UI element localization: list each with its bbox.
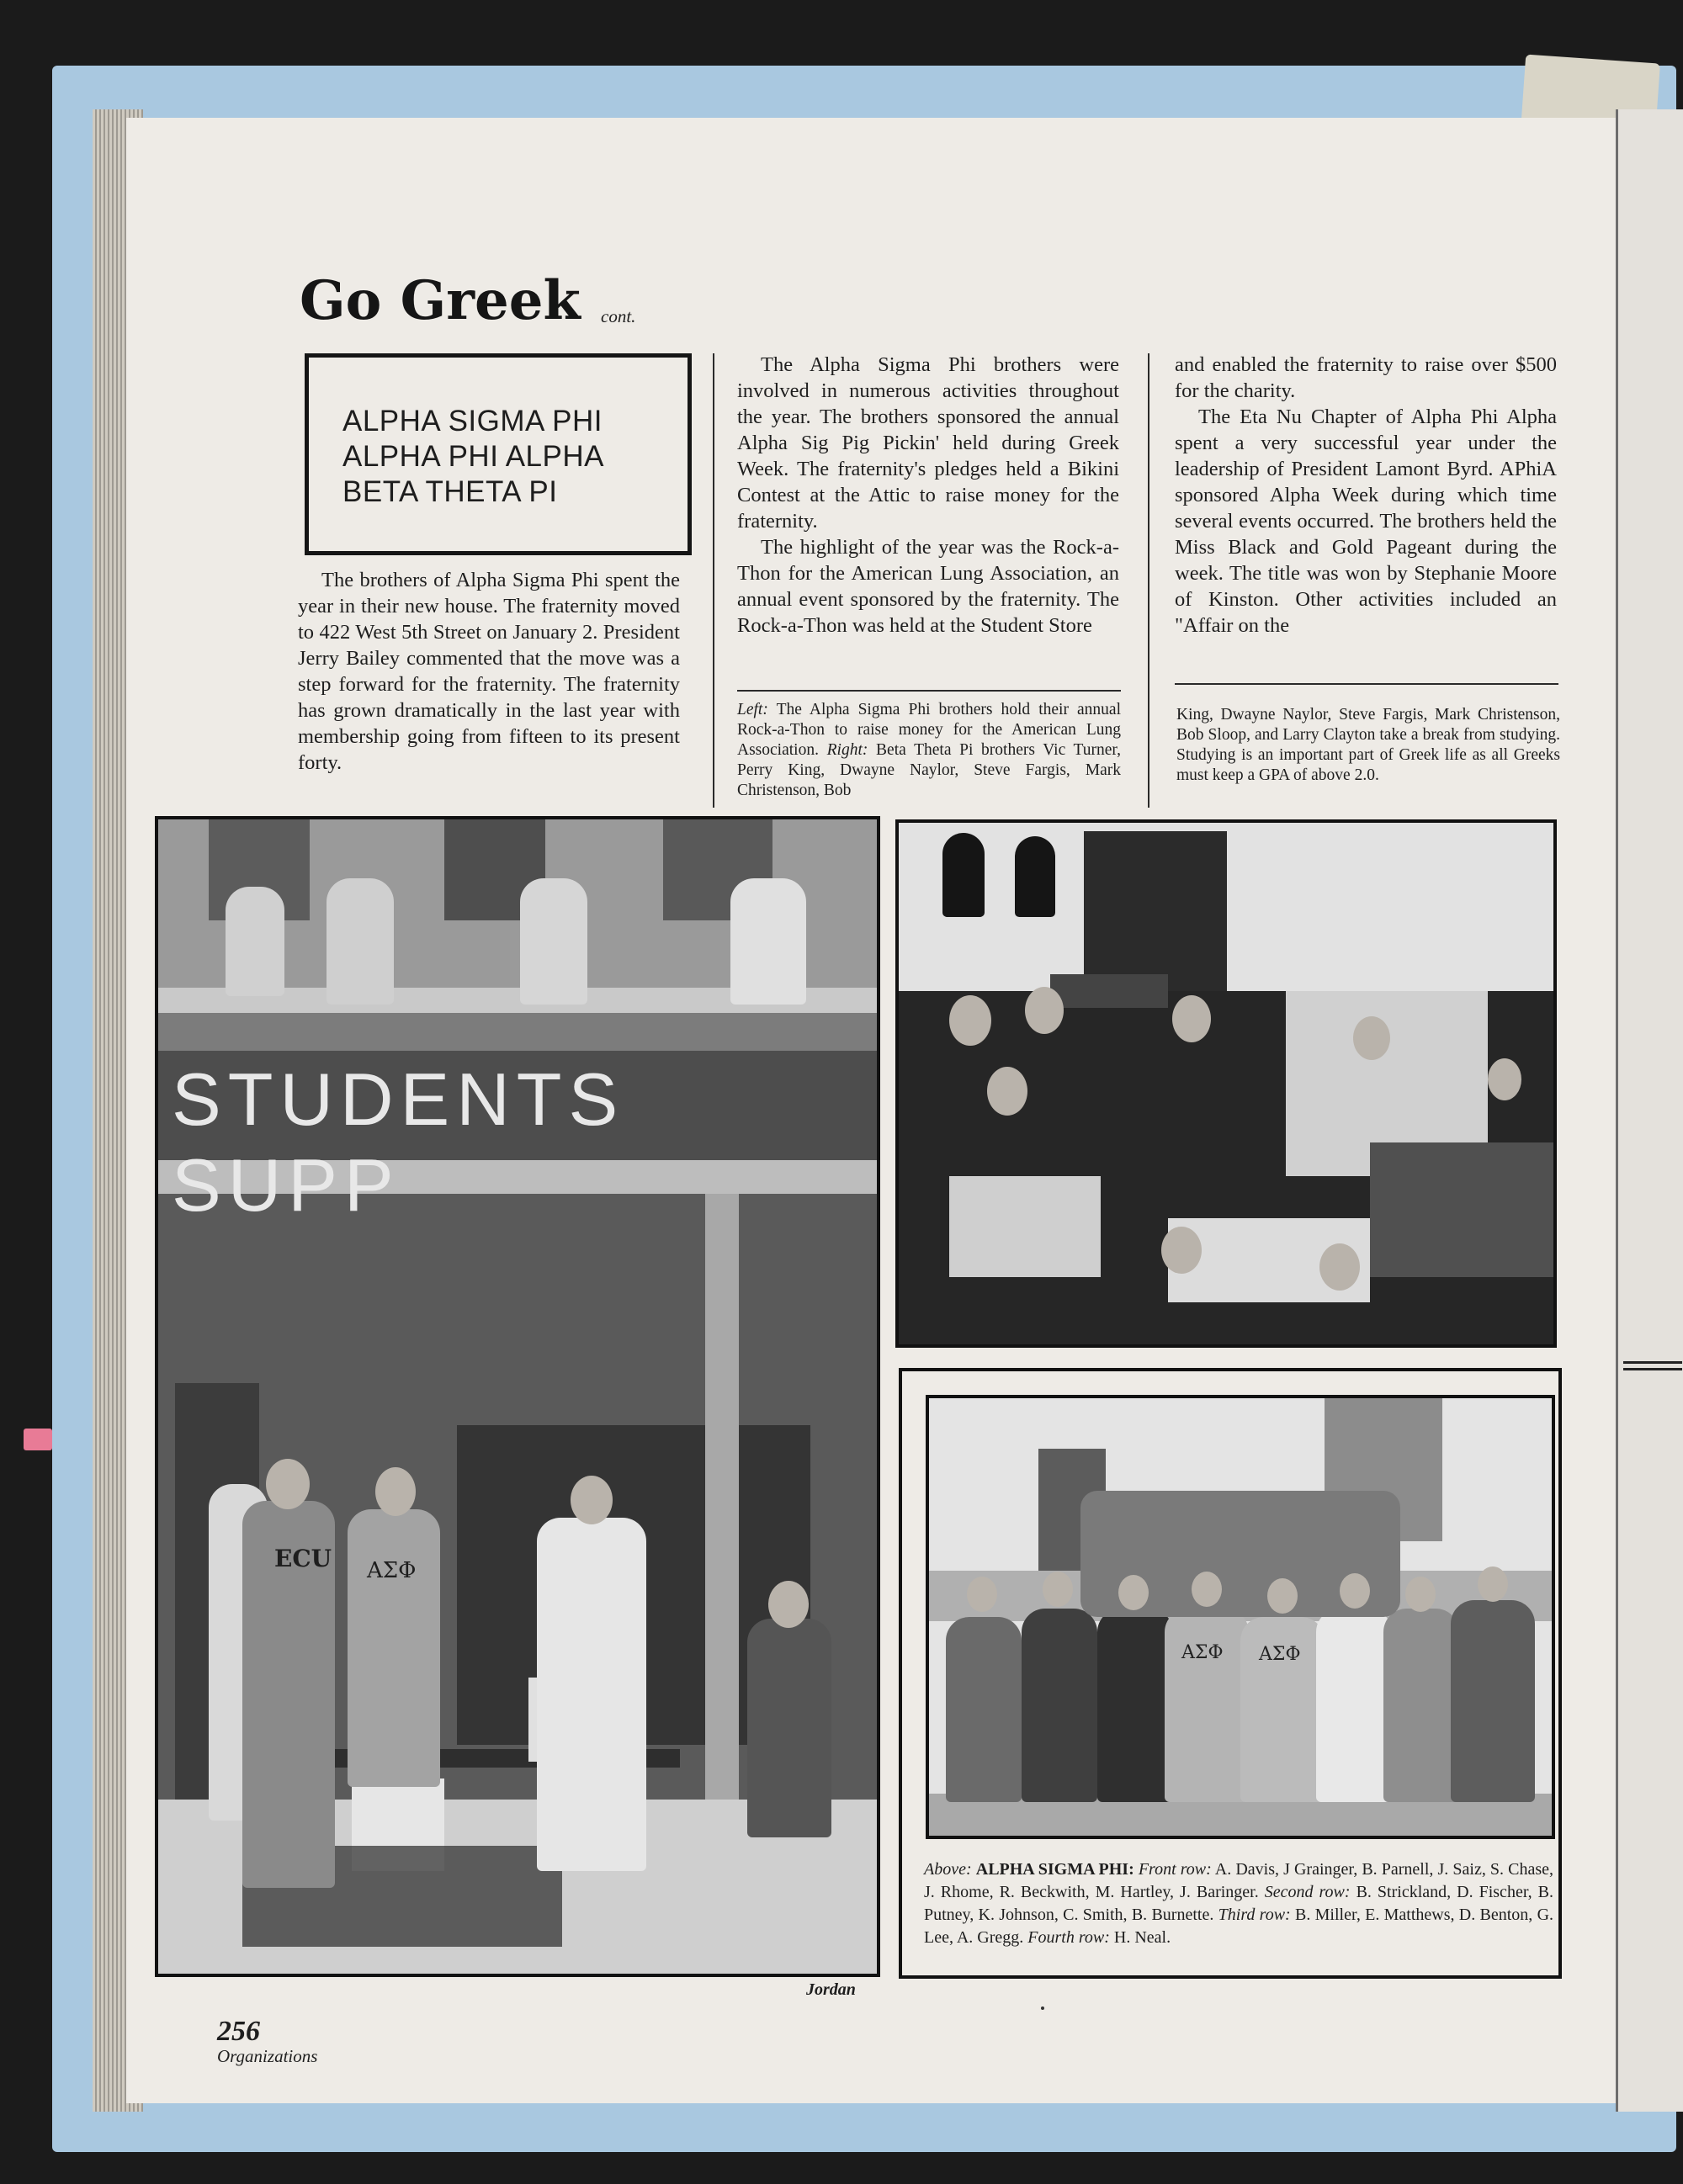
- column-divider-1: [713, 353, 714, 808]
- person-figure: [537, 1518, 646, 1871]
- caption-label-front-row: Front row:: [1138, 1860, 1212, 1879]
- store-sign-text: STUDENTS SUPP: [172, 1058, 625, 1227]
- poster-figure: [942, 833, 985, 917]
- group-photo-caption: [924, 1858, 1553, 1949]
- person-figure: [1316, 1609, 1392, 1802]
- caption-rule-right: [1175, 683, 1558, 685]
- article-column-2: [737, 352, 1119, 639]
- person-head: [1118, 1575, 1149, 1610]
- heading-line-2: ALPHA PHI ALPHA: [342, 440, 604, 473]
- studying-photo: [895, 819, 1557, 1348]
- column2-paragraph-2: The highlight of the year was the Rock-a-Thon for the American Lung Association, an annual event sponsored by the fraternity. The Rock-a-Thon was held at the Student Store: [737, 536, 1119, 637]
- page-number: 256: [217, 2016, 260, 2047]
- column-divider-2: [1148, 353, 1149, 808]
- person-figure: [327, 878, 394, 1005]
- column3-paragraph-1: and enabled the fraternity to raise over $500 for the charity.: [1175, 353, 1557, 402]
- caption-third-row-names: B. Miller, E. Matthews, D. Benton, G. Lee, A. Gregg.: [924, 1906, 1554, 1947]
- person-head: [1488, 1058, 1521, 1100]
- column3-paragraph-2: The Eta Nu Chapter of Alpha Phi Alpha spent a very successful year under the leadership of President Lamont Byrd. APhiA sponsored Alpha Week during which time several events occurred. The brothers held the Miss Black and Gold Pageant during the week. The title was won by Stephanie Moore of Kinston. Other activities included an "Affair on the: [1175, 406, 1557, 637]
- person-head: [1161, 1227, 1202, 1274]
- person-head: [1405, 1577, 1436, 1612]
- heading-line-1: ALPHA SIGMA PHI: [342, 405, 603, 437]
- print-speck: [1041, 2006, 1044, 2010]
- person-head: [949, 995, 991, 1046]
- article-column-3: [1175, 352, 1557, 639]
- section-name: Organizations: [217, 2046, 318, 2066]
- caption-label-third-row: Third row:: [1218, 1906, 1291, 1924]
- person-head: [1025, 987, 1064, 1034]
- caption-label-fourth-row: Fourth row:: [1027, 1928, 1110, 1947]
- person-head: [1353, 1016, 1390, 1060]
- caption-right-text: King, Dwayne Naylor, Steve Fargis, Mark Christenson, Bob Sloop, and Larry Clayton take a break from studying. Studying is an important part of Greek life as all Greeks must keep a GPA of above 2.0.: [1176, 706, 1560, 784]
- page-title: Go Greek: [300, 269, 581, 332]
- article-column-1: [298, 567, 680, 776]
- person-figure: [1165, 1609, 1249, 1802]
- photo-caption-left: [737, 700, 1121, 801]
- poster-figure: [1015, 836, 1055, 917]
- person-figure: [946, 1617, 1022, 1802]
- photo-caption-right: [1176, 705, 1560, 786]
- library-sticker: [24, 1429, 52, 1450]
- caption-front-row-names: A. Davis, J Grainger, B. Parnell, J. Saiz, S. Chase, J. Rhome, R. Beckwith, M. Hartley, J. Baringer.: [924, 1860, 1554, 1901]
- caption-text-right: Beta Theta Pi brothers Vic Turner, Perry King, Dwayne Naylor, Steve Fargis, Mark Christenson, Bob: [737, 741, 1122, 799]
- person-head: [1192, 1572, 1222, 1607]
- person-head: [375, 1467, 416, 1516]
- caption-text-left: The Alpha Sigma Phi brothers hold their annual Rock-a-Thon to raise money for the American Lung Association.: [737, 701, 1121, 759]
- caption-label-above: Above:: [924, 1860, 972, 1879]
- group-shirt-lettering-2: ΑΣΦ: [1259, 1644, 1301, 1665]
- person-head: [571, 1476, 613, 1524]
- heading-line-3: BETA THETA PI: [342, 475, 558, 508]
- caption-label-second-row: Second row:: [1264, 1883, 1351, 1901]
- group-shirt-lettering-1: ΑΣΦ: [1181, 1642, 1224, 1663]
- photo-credit: Jordan: [806, 1980, 856, 1999]
- group-photo: [926, 1395, 1555, 1839]
- person-figure: [1383, 1609, 1459, 1802]
- person-head: [987, 1067, 1027, 1116]
- caption-label-left: Left:: [737, 701, 768, 718]
- person-figure: [747, 1619, 831, 1837]
- person-head: [768, 1581, 809, 1628]
- caption-org-name: ALPHA SIGMA PHI:: [975, 1860, 1134, 1879]
- person-figure: [520, 878, 587, 1005]
- rockathon-photo: [155, 816, 880, 1977]
- person-head: [967, 1577, 997, 1612]
- caption-label-right: Right:: [826, 741, 868, 759]
- person-figure: [1097, 1609, 1173, 1802]
- column2-paragraph-1: The Alpha Sigma Phi brothers were involved in numerous activities throughout the year. The brothers sponsored the annual Alpha Sig Pig Pickin' held during Greek Week. The fraternity's pledges held a Bikini Contest at the Attic to raise money for the fraternity.: [737, 353, 1119, 533]
- shirt-lettering-asp: ΑΣΦ: [367, 1558, 417, 1583]
- person-head: [266, 1459, 310, 1509]
- person-head: [1340, 1573, 1370, 1609]
- person-figure: [348, 1509, 440, 1787]
- person-figure: [1022, 1609, 1097, 1802]
- person-head: [1478, 1566, 1508, 1602]
- person-figure: [1451, 1600, 1535, 1802]
- person-figure: [730, 878, 806, 1005]
- shirt-lettering-ecu: ECU: [274, 1545, 332, 1572]
- person-figure: [226, 887, 284, 996]
- facing-page-edge: [1616, 109, 1683, 2112]
- caption-fourth-row-names: H. Neal.: [1113, 1928, 1171, 1947]
- person-head: [1172, 995, 1211, 1042]
- caption-rule-left: [737, 690, 1121, 692]
- column1-paragraph: The brothers of Alpha Sigma Phi spent the year in their new house. The fraternity moved to 422 West 5th Street on January 2. President Jerry Bailey commented that the move was a step forward for the fraternity. The fraternity has grown dramatically in the last year with membership going from fifteen to its present forty.: [298, 569, 680, 774]
- person-head: [1319, 1243, 1360, 1291]
- person-head: [1267, 1578, 1298, 1614]
- person-head: [1043, 1572, 1073, 1607]
- caption-second-row-names: B. Strickland, D. Fischer, B. Putney, K. Johnson, C. Smith, B. Burnette.: [924, 1883, 1554, 1924]
- boxed-heading: [305, 353, 692, 555]
- title-continued-label: cont.: [601, 306, 636, 326]
